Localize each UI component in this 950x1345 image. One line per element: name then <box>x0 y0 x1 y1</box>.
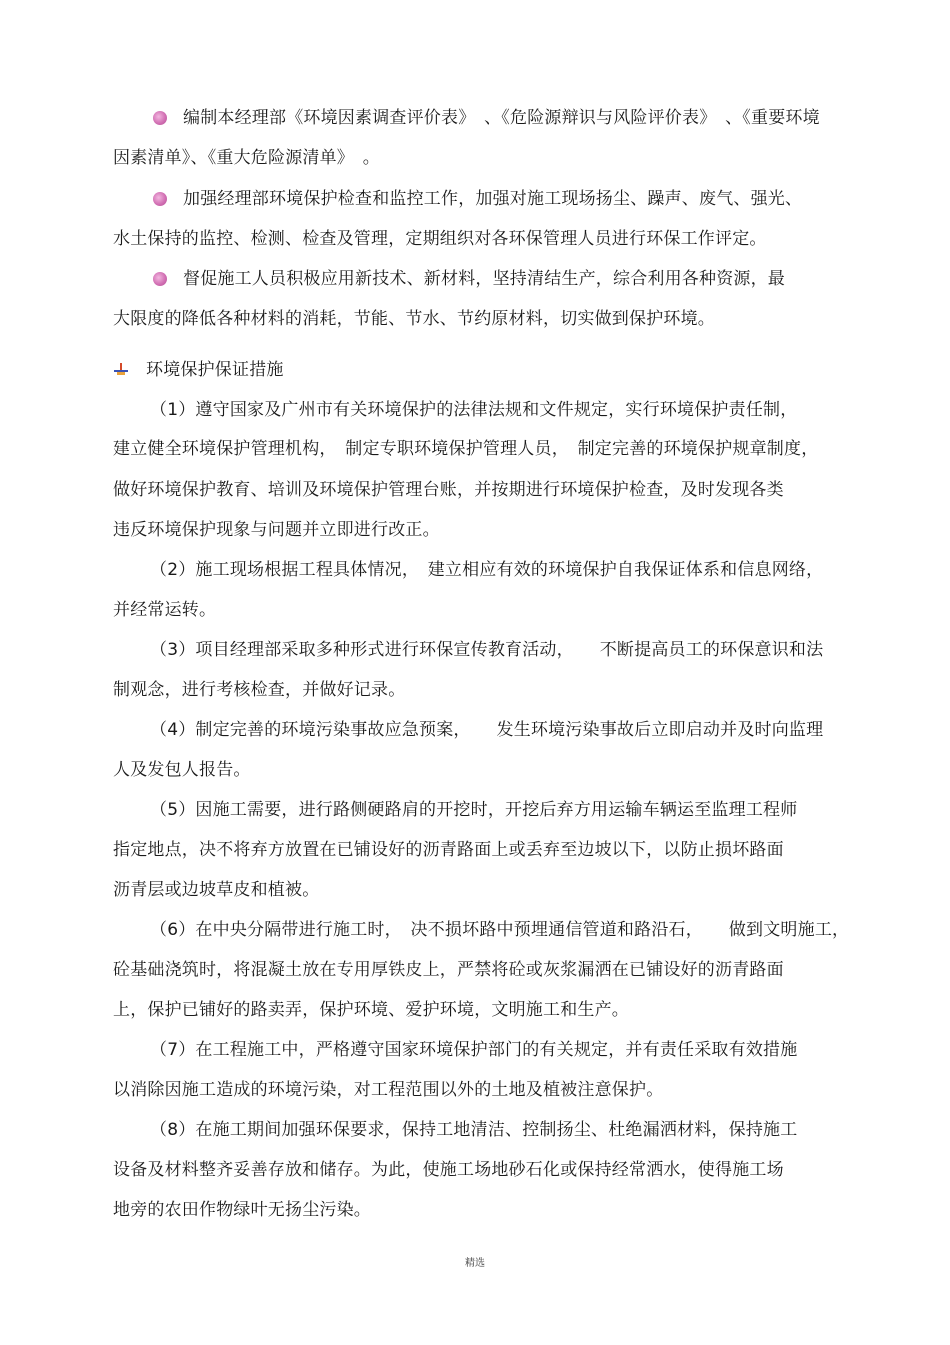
bullet-dot-icon <box>153 192 167 206</box>
paragraph-8-line-1: （8）在施工期间加强环保要求，保持工地清洁、控制扬尘、杜绝漏洒材料，保持施工 <box>150 1120 798 1140</box>
bullet-3-line-1: 督促施工人员积极应用新技术、新材料，坚持清结生产，综合利用各种资源，最 <box>183 269 785 289</box>
paragraph-7-line-1: （7）在工程施工中，严格遵守国家环境保护部门的有关规定，并有责任采取有效措施 <box>150 1040 798 1060</box>
paragraph-3-line-1: （3）项目经理部采取多种形式进行环保宣传教育活动， 不断提高员工的环保意识和法 <box>150 640 824 660</box>
page-footer: 精选 <box>465 1258 485 1269</box>
bullet-3-line-2: 大限度的降低各种材料的消耗，节能、节水、节约原材料，切实做到保护环境。 <box>113 309 715 329</box>
paragraph-4-line-2: 人及发包人报告。 <box>113 760 251 780</box>
bullet-1-line-1: 编制本经理部《环境因素调查评价表》 、《危险源辩识与风险评价表》 、《重要环境 <box>183 108 820 128</box>
paragraph-3-line-2: 制观念，进行考核检查，并做好记录。 <box>113 680 406 700</box>
paragraph-2-line-2: 并经常运转。 <box>113 600 217 620</box>
paragraph-8-line-2: 设备及材料整齐妥善存放和储存。为此，使施工场地砂石化或保持经常洒水，使得施工场 <box>113 1160 784 1180</box>
paragraph-5-line-3: 沥青层或边坡草皮和植被。 <box>113 880 320 900</box>
bullet-2-line-1: 加强经理部环境保护检查和监控工作，加强对施工现场扬尘、躁声、废气、强光、 <box>183 189 803 209</box>
paragraph-5-line-2: 指定地点，决不将弃方放置在已铺设好的沥青路面上或丢弃至边坡以下，以防止损坏路面 <box>113 840 784 860</box>
paragraph-6-line-3: 上，保护已铺好的路卖弄，保护环境、爱护环境，文明施工和生产。 <box>113 1000 629 1020</box>
paragraph-5-line-1: （5）因施工需要，进行路侧硬路肩的开挖时，开挖后弃方用运输车辆运至监理工程师 <box>150 800 798 820</box>
bullet-dot-icon <box>153 111 167 125</box>
paragraph-8-line-3: 地旁的农田作物绿叶无扬尘污染。 <box>113 1200 371 1220</box>
pin-icon <box>113 362 129 378</box>
paragraph-1-line-2: 建立健全环境保护管理机构， 制定专职环境保护管理人员， 制定完善的环境保护规章制度， <box>113 439 819 459</box>
bullet-2-line-2: 水土保持的监控、检测、检查及管理，定期组织对各环保管理人员进行环保工作评定。 <box>113 229 767 249</box>
bullet-1-line-2: 因素清单》、《重大危险源清单》 。 <box>113 148 380 168</box>
paragraph-1-line-1: （1）遵守国家及广州市有关环境保护的法律法规和文件规定，实行环境保护责任制， <box>150 400 798 420</box>
section-title: 环境保护保证措施 <box>146 360 284 380</box>
paragraph-4-line-1: （4）制定完善的环境污染事故应急预案， 发生环境污染事故后立即启动并及时向监理 <box>150 720 824 740</box>
paragraph-1-line-3: 做好环境保护教育、培训及环境保护管理台账，并按期进行环境保护检查，及时发现各类 <box>113 480 784 500</box>
bullet-dot-icon <box>153 272 167 286</box>
paragraph-7-line-2: 以消除因施工造成的环境污染，对工程范围以外的土地及植被注意保护。 <box>113 1080 664 1100</box>
paragraph-6-line-1: （6）在中央分隔带进行施工时， 决不损坏路中预埋通信管道和路沿石， 做到文明施工， <box>150 920 850 940</box>
paragraph-6-line-2: 砼基础浇筑时，将混凝土放在专用厚铁皮上，严禁将砼或灰浆漏洒在已铺设好的沥青路面 <box>113 960 784 980</box>
paragraph-2-line-1: （2）施工现场根据工程具体情况， 建立相应有效的环境保护自我保证体系和信息网络， <box>150 560 824 580</box>
paragraph-1-line-4: 违反环境保护现象与问题并立即进行改正。 <box>113 520 440 540</box>
